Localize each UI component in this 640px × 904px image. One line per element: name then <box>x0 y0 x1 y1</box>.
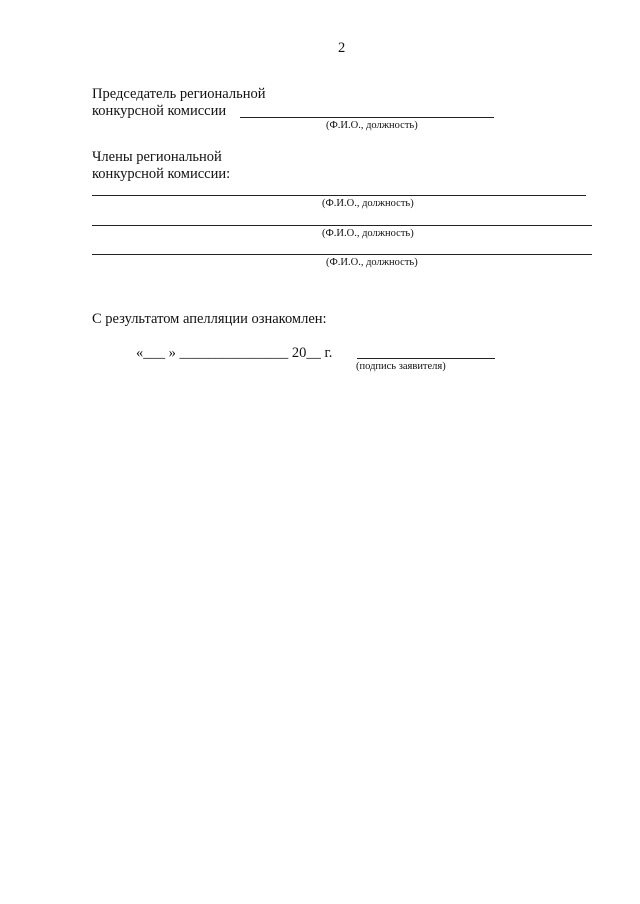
applicant-signature-line <box>357 358 495 359</box>
member-signature-line-1 <box>92 195 586 196</box>
members-label-line2: конкурсной комиссии: <box>92 166 231 182</box>
acknowledgement-date: «___ » _______________ 20__ г. <box>136 345 333 361</box>
member-signature-line-3 <box>92 254 592 255</box>
member-signature-line-2 <box>92 225 592 226</box>
chairman-label-line1: Председатель региональной <box>92 86 266 102</box>
chairman-caption: (Ф.И.О., должность) <box>326 120 418 131</box>
applicant-signature-caption: (подпись заявителя) <box>356 361 446 372</box>
page-number: 2 <box>338 40 346 56</box>
member-caption-1: (Ф.И.О., должность) <box>322 198 414 209</box>
chairman-signature-line <box>240 117 494 118</box>
member-caption-2: (Ф.И.О., должность) <box>322 228 414 239</box>
acknowledgement-text: С результатом апелляции ознакомлен: <box>92 311 327 327</box>
chairman-label-line2: конкурсной комиссии <box>92 103 227 119</box>
member-caption-3: (Ф.И.О., должность) <box>326 257 418 268</box>
members-label-line1: Члены региональной <box>92 149 222 165</box>
